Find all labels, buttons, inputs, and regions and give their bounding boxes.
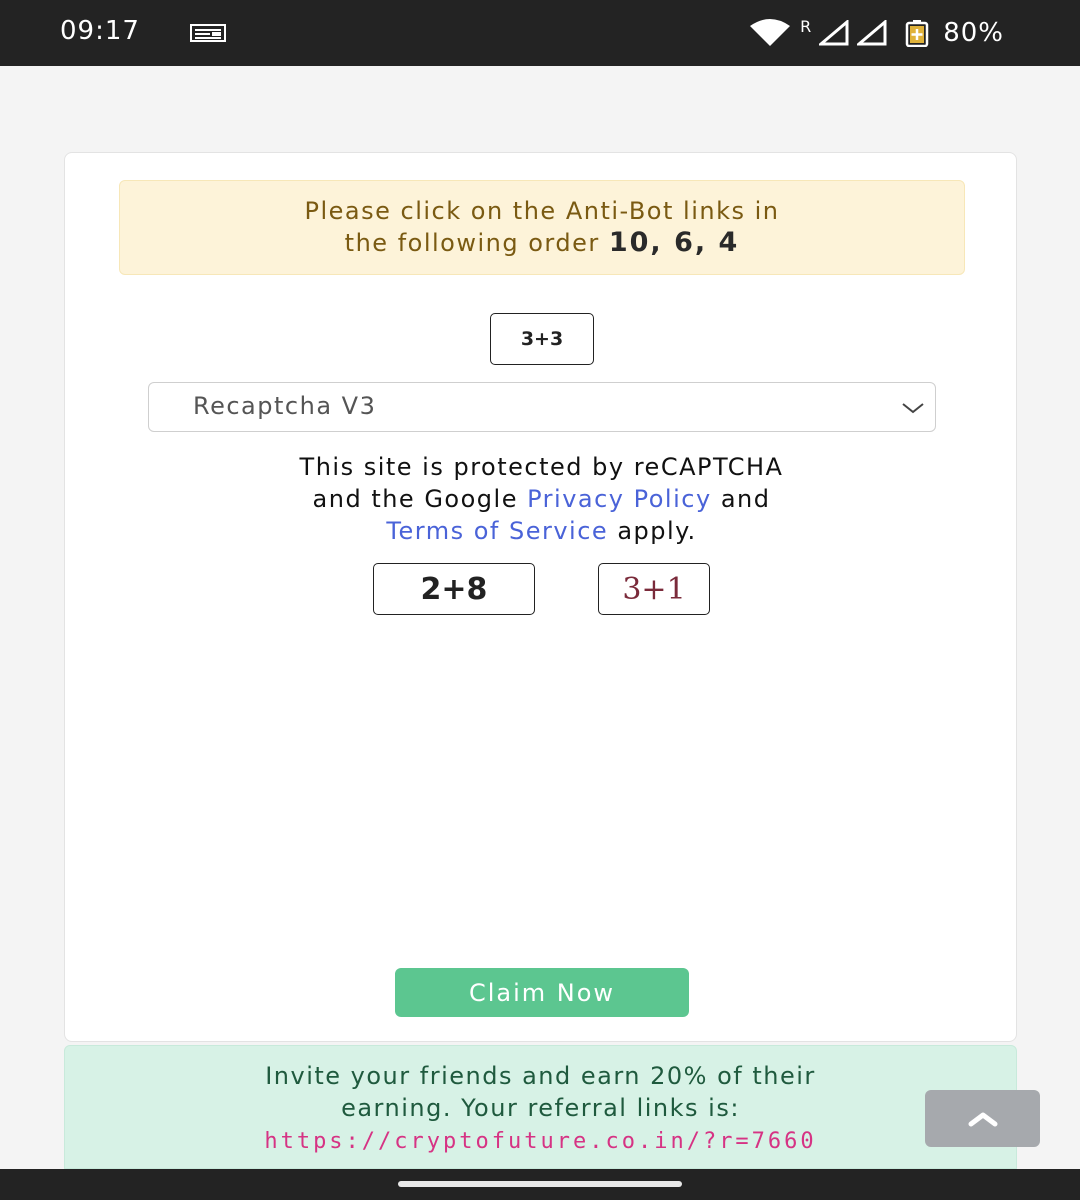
recaptcha-notice-text: and the Google [312,485,518,513]
home-gesture-handle[interactable] [398,1181,682,1187]
captcha-select-value: Recaptcha V3 [193,392,377,420]
alert-line-1: Please click on the Anti-Bot links in [304,197,780,225]
antibot-order: 10, 6, 4 [608,227,740,258]
recaptcha-notice-apply: apply. [617,517,697,545]
battery-saver-icon [905,19,929,47]
referral-link[interactable]: https://cryptofuture.co.in/?r=7660 [264,1129,817,1154]
referral-line-1: Invite your friends and earn 20% of their [265,1062,816,1090]
referral-box [64,1045,1017,1169]
claim-now-button[interactable]: Claim Now [395,968,689,1017]
status-time: 09:17 [60,16,140,46]
antibot-link-2[interactable]: 2+8 [373,563,535,615]
system-navigation-bar [0,1169,1080,1200]
alert-line-2 [120,227,964,259]
wifi-icon [748,18,792,48]
recaptcha-notice-line-3 [125,515,958,547]
antibot-link-3[interactable]: 3+1 [598,563,710,615]
antibot-instruction-alert [119,180,965,275]
recaptcha-notice-and: and [720,485,771,513]
status-bar [0,0,1080,66]
referral-line-2: earning. Your referral links is: [341,1094,740,1122]
chevron-up-icon [968,1111,998,1127]
recaptcha-notice-line-1: This site is protected by reCAPTCHA [299,453,784,481]
recaptcha-notice [125,451,958,547]
scroll-to-top-button[interactable] [925,1090,1040,1147]
battery-percentage: 80% [943,18,1004,48]
status-icons [748,14,1004,52]
alert-order-label: the following order [344,229,600,257]
newspaper-icon [190,24,226,42]
faucet-card [64,152,1017,1042]
privacy-policy-link[interactable]: Privacy Policy [527,485,712,513]
roaming-indicator: R [800,16,812,36]
terms-of-service-link[interactable]: Terms of Service [386,517,609,545]
signal-icon [819,20,849,46]
chevron-down-icon [901,401,925,415]
antibot-link-1[interactable]: 3+3 [490,313,594,365]
recaptcha-notice-line-2 [125,483,958,515]
captcha-type-select[interactable] [148,382,936,432]
signal-icon [857,20,887,46]
